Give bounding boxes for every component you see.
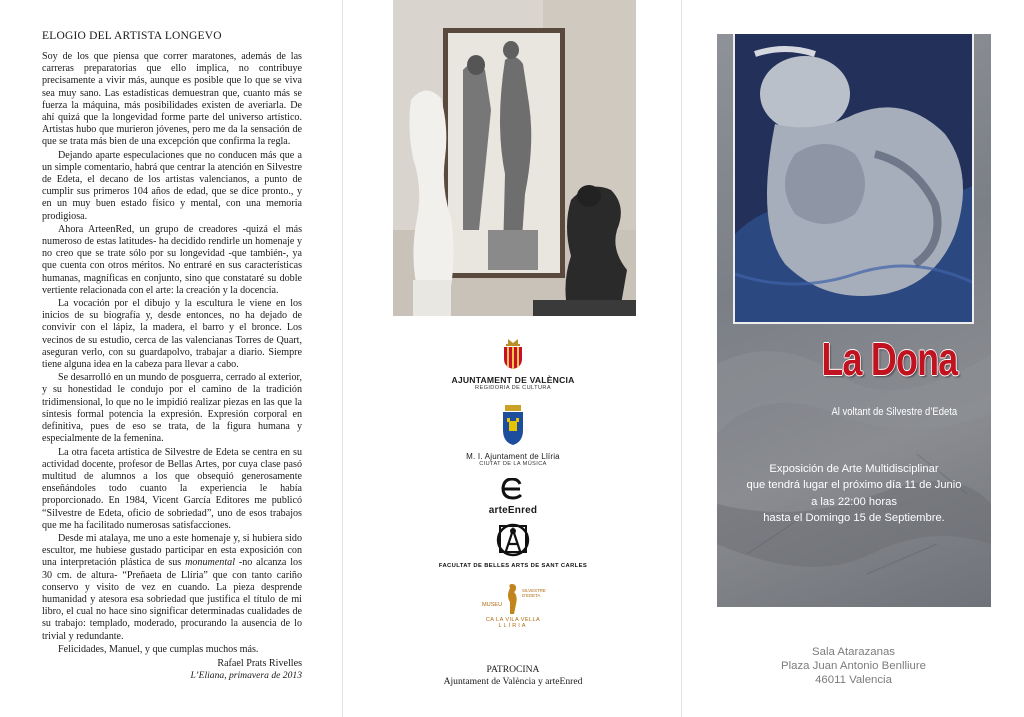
museu-city: LLÍRIA <box>498 623 528 629</box>
lliria-title: M. I. Ajuntament de Llíria <box>466 452 560 461</box>
sculptor-studio-photo <box>393 0 636 316</box>
venue-name: Sala Atarazanas <box>812 646 895 658</box>
lliria-subtitle: CIUTAT DE LA MÚSICA <box>479 461 547 467</box>
valencia-title: AJUNTAMENT DE VALÈNCIA <box>451 375 575 385</box>
essay-paragraph <box>42 533 302 643</box>
museu-name-line: D'EDETA <box>522 593 541 598</box>
sculptures-image <box>393 0 636 316</box>
essay-emphasis: monumental <box>185 557 235 569</box>
cover-subtitle: Al voltant de Silvestre d’Edeta <box>831 406 957 418</box>
essay-title: ELOGIO DEL ARTISTA LONGEVO <box>42 30 222 42</box>
cover-title: La Dona <box>820 333 957 385</box>
museu-figure-icon <box>506 582 520 614</box>
logo-facultat-belles-arts <box>343 522 683 569</box>
museu-subtitle: CA LA VILA VELLA <box>485 617 541 623</box>
patrocina-label: PATROCINA <box>486 664 540 675</box>
museu-name-line: SILVESTRE <box>522 588 546 593</box>
museu-name <box>522 588 546 598</box>
logo-ajuntament-lliria <box>343 403 683 467</box>
author-name: Rafael Prats Rivelles <box>217 657 302 669</box>
lliria-coat-of-arms-icon <box>500 403 526 447</box>
essay-closing: Felicidades, Manuel, y que cumplas muchos más. <box>58 643 259 655</box>
signature-block <box>42 658 302 682</box>
cover-panel <box>683 0 1024 717</box>
event-line: hasta el Domingo 15 de Septiembre. <box>763 512 945 525</box>
logo-museu-silvestre-edeta <box>343 582 683 629</box>
event-line: que tendrá lugar el próximo día 11 de Junio <box>746 479 962 492</box>
essay-paragraph: Soy de los que piensa que correr maratones, además de las carreras preparatorias que ello implica, no contribuye precisamente a vivir más, aunque es posible que lo que se viva sea muy sano. Las estadísticas demuestran que, cuanto más se fuerza la máquina, más posibilidades existen de averiarla. De ahí quizá que la longevidad forme parte del universo artístico. Artistas hubo que murieron jóvenes, pero me da la sensación de que se trata más bien de una excepción que confirma la regla. <box>42 51 302 148</box>
sculpture-photo <box>733 34 974 324</box>
essay-paragraph: Dejando aparte especulaciones que no conducen más que a un simple comentario, habrá que centrar la atención en Silvestre de Edeta, el decano de los artistas valencianos, a punto de cumplir sus primeros 104 años de edad, que se dice pronto., y en un muy buen estado físico y mental, con una memoria prodigiosa. <box>42 149 302 222</box>
venue-street: Plaza Juan Antonio Benlliure <box>780 660 926 673</box>
patrocina-block <box>343 664 683 688</box>
venue-address <box>683 645 1024 688</box>
logo-arteenred <box>343 478 683 516</box>
arteenred-name: arteEnred <box>488 505 538 516</box>
venue-city: 46011 Valencia <box>815 674 892 687</box>
essay-text: Desde mi atalaya, me uno a este homenaje y, si hubiera sido escultor, me hubiese gustado participar en esta exposición con una interpretación plástica de sus <box>42 532 302 569</box>
museu-label: MUSEU <box>482 602 503 608</box>
event-info <box>717 461 991 527</box>
sponsors-panel <box>342 0 682 717</box>
patrocina-sponsors: Ajuntament de València y arteEnred <box>443 676 583 687</box>
essay-text: -no alcanza los 30 cm. de altura- “Preñaeta de Llíria” que con tanto cariño conservo y visito de vez en cuando. La pieza desprende humanidad y atesora esa sobriedad que justifica el título de mi libro, el cual no hace sino significar determinadas cualidades de su trabajo: templado, moderado, procurando la ausencia de lo trivial y redundante. <box>42 557 303 642</box>
crouching-figure-image <box>735 34 974 324</box>
essay-paragraph: Se desarrolló en un mundo de posguerra, cerrado al exterior, y su honestidad le condujo por el camino de la tradición tridimensional, lo que no le impidió realizar piezas en las que la síntesis formal potencia la expresión. Expresión corporal en definitiva, pues de eso se trata, de la figura humana y especialmente de la femenina. <box>42 372 302 445</box>
event-line: Exposición de Arte Multidisciplinar <box>769 463 939 475</box>
essay-body <box>42 51 302 656</box>
valencia-coat-of-arms-icon <box>500 338 526 370</box>
belles-arts-emblem-icon <box>494 522 532 558</box>
logo-ajuntament-valencia <box>343 338 683 391</box>
place-date: L’Eliana, primavera de 2013 <box>190 669 302 681</box>
essay-paragraph: Ahora ArteenRed, un grupo de creadores -quizá el más numeroso de estas latitudes- ha decidido rendirle un homenaje y no creo que se trate sólo por su longevidad -que también-, ya que cuenta con otros méritos. No entraré en sus características humanas, magníficas en conjunto, sino que constataré su doble vertiente relacionada con el arte: la creación y la docencia. <box>42 223 302 296</box>
event-line: a las 22:00 horas <box>811 495 897 508</box>
cover-poster <box>717 34 991 607</box>
belles-arts-name: FACULTAT DE BELLES ARTS DE SANT CARLES <box>438 563 588 569</box>
essay-paragraph: La otra faceta artística de Silvestre de Edeta se centra en su actividad docente, profesor de Bellas Artes, por cuya clase pasó multitud de alumnos a los que obsequió generosamente enseñándoles todo cuanto la experiencia le había proporcionado. En 1984, Vicent García Editores me publicó “Silvestre de Edeta, oficio de sobriedad”, uno de esos trabajos que me ha facilitado numerosas satisfacciones. <box>42 446 302 531</box>
valencia-subtitle: REGIDORIA DE CULTURA <box>475 385 551 391</box>
essay-paragraph: La vocación por el dibujo y la escultura le viene en los inicios de su biografía y, desde entonces, no ha dejado de convivir con el lápiz, la madera, el barro y el bronce. Los vecinos de su estudio, cerca de las valencianas Torres de Quart, aseguran verlo, con su guardapolvo, trabajar a diario. Siempre tiene alguna idea en la cabeza para llevar a cabo. <box>42 298 302 371</box>
arteenred-emblem-icon <box>500 478 526 500</box>
essay-panel <box>0 0 342 717</box>
